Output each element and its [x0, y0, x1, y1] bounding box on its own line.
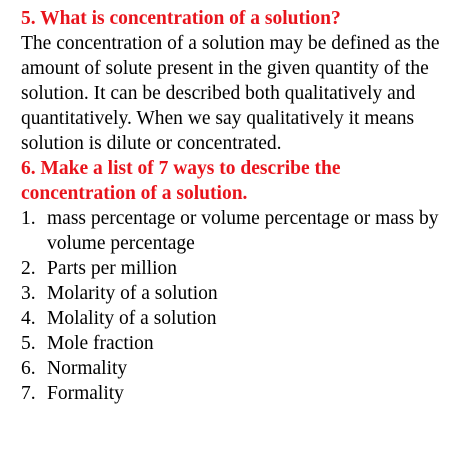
list-item	[21, 281, 457, 306]
list-item-number: 1.	[21, 208, 36, 229]
list-item	[21, 331, 457, 356]
list-item-number: 3.	[21, 283, 36, 304]
list-item-text: Molality of a solution	[47, 308, 217, 329]
list-item	[21, 256, 457, 281]
list-item-text: mass percentage or volume percentage or mass by volume percentage	[47, 208, 439, 254]
list-item-number: 2.	[21, 258, 36, 279]
list-item-text: Parts per million	[47, 258, 177, 279]
list-item-number: 4.	[21, 308, 36, 329]
list-item-number: 6.	[21, 358, 36, 379]
list-item	[21, 381, 457, 406]
list-item-text: Mole fraction	[47, 333, 154, 354]
question-5-heading: 5. What is concentration of a solution?	[21, 8, 341, 29]
list-item-text: Normality	[47, 358, 128, 379]
list-item-text: Molarity of a solution	[47, 283, 218, 304]
concentration-methods-list	[21, 206, 457, 406]
list-item-text: Formality	[47, 383, 124, 404]
question-6-heading: 6. Make a list of 7 ways to describe the concentration of a solution.	[21, 158, 341, 204]
list-item	[21, 306, 457, 331]
list-item	[21, 356, 457, 381]
list-item-number: 7.	[21, 383, 36, 404]
list-item-number: 5.	[21, 333, 36, 354]
question-5-answer: The concentration of a solution may be defined as the amount of solute present in the given quantity of the solution. It can be described both qualitatively and quantitatively. When we say qualitatively it means solution is dilute or concentrated.	[21, 33, 440, 154]
list-item	[21, 206, 457, 256]
